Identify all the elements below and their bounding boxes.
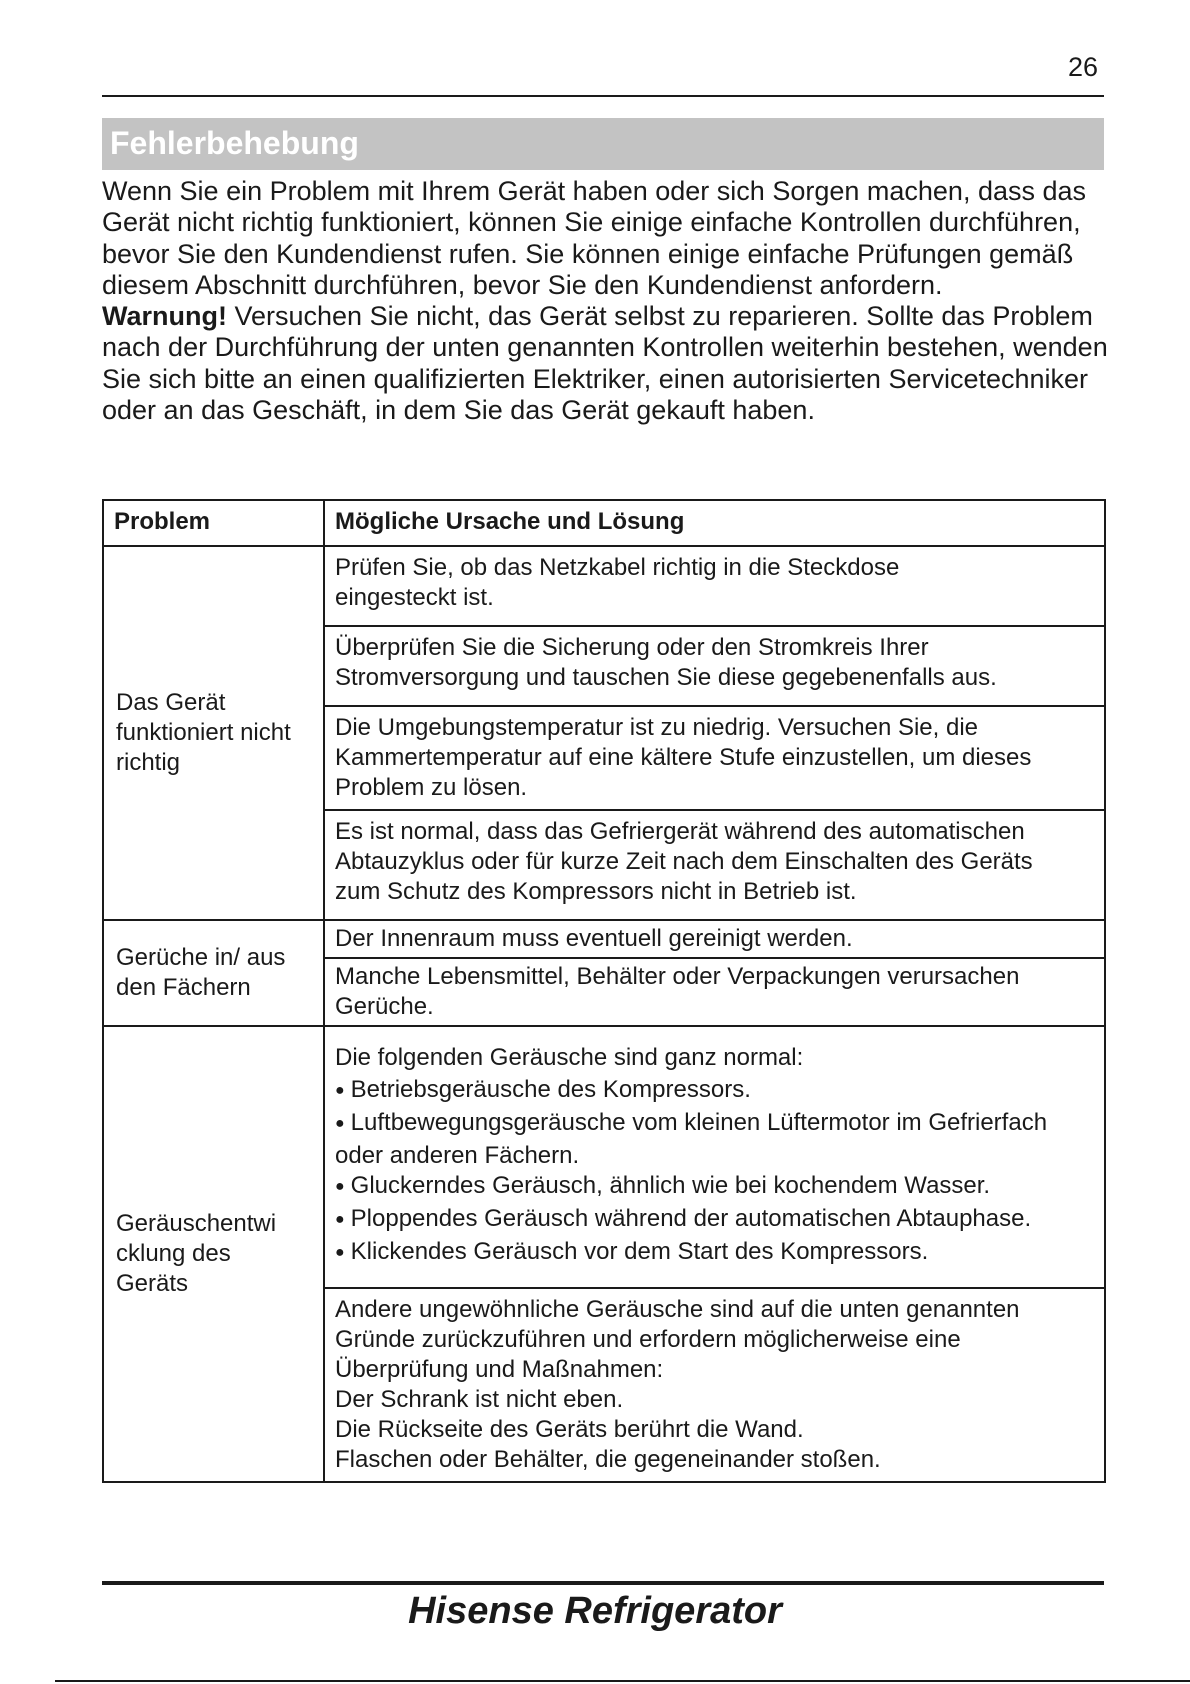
solution-cell xyxy=(324,706,1105,810)
warning-text: Versuchen Sie nicht, das Gerät selbst zu reparieren. Sollte das Problem nach der Durchführung der unten genannten Kontrollen weiterhin bestehen, wenden Sie sich bitte an einen qualifizierten Elektriker, einen autorisierten Servicetechniker oder an das Geschäft, in dem Sie das Gerät gekauft haben. xyxy=(102,301,1108,426)
list-item: ● Betriebsgeräusche des Kompressors. xyxy=(335,1075,1094,1108)
solution-cell xyxy=(324,626,1105,706)
section-header xyxy=(102,118,1104,170)
problem-cell xyxy=(103,1026,324,1482)
solution-text: Der Innenraum muss eventuell gereinigt werden. xyxy=(335,925,853,952)
table-row xyxy=(103,1026,1105,1288)
solution-cell xyxy=(324,920,1105,958)
problem-label: Gerüche in/ aus den Fächern xyxy=(116,944,286,1001)
solution-text: Andere ungewöhnliche Geräusche sind auf die unten genannten Gründe zurückzuführen und erfordern möglicherweise eine Überprüfung und Maßnahmen: Der Schrank ist nicht eben. Die Rückseite des Geräts berührt die Wand. Flaschen oder Behälter, die gegeneinander stoßen. xyxy=(335,1296,1020,1473)
problem-cell xyxy=(103,920,324,1026)
solution-cell xyxy=(324,546,1105,626)
page-number: 26 xyxy=(1067,52,1098,82)
header-problem: Problem xyxy=(103,500,324,546)
table-header-row xyxy=(103,500,1105,546)
problem-label: Das Gerät funktioniert nicht richtig xyxy=(116,689,291,776)
solution-text: Prüfen Sie, ob das Netzkabel richtig in die Steckdose eingesteckt ist. xyxy=(335,554,900,611)
normal-noises-intro: Die folgenden Geräusche sind ganz normal: xyxy=(335,1044,804,1071)
intro-paragraph: Wenn Sie ein Problem mit Ihrem Gerät haben oder sich Sorgen machen, dass das Gerät nicht richtig funktioniert, können Sie einige einfache Kontrollen durchführen, bevor Sie den Kundendienst rufen. Sie können einige einfache Prüfungen gemäß diesem Abschnitt durchführen, bevor Sie den Kundendienst anfordern. xyxy=(102,176,1087,300)
solution-cell xyxy=(324,810,1105,920)
list-item: ● Luftbewegungsgeräusche vom kleinen Lüftermotor im Gefrierfach oder anderen Fächern. xyxy=(335,1108,1094,1171)
problem-cell xyxy=(103,546,324,920)
solution-cell xyxy=(324,1288,1105,1482)
header-rule xyxy=(102,95,1104,97)
normal-noises-list xyxy=(335,1075,1094,1270)
solution-cell xyxy=(324,1026,1105,1288)
solution-text: Überprüfen Sie die Sicherung oder den Stromkreis Ihrer Stromversorgung und tauschen Sie diese gegebenenfalls aus. xyxy=(335,634,997,691)
solution-text: Es ist normal, dass das Gefriergerät während des automatischen Abtauzyklus oder für kurze Zeit nach dem Einschalten des Geräts zum Schutz des Kompressors nicht in Betrieb ist. xyxy=(335,818,1033,905)
page-bottom-rule xyxy=(55,1680,1190,1682)
solution-cell xyxy=(324,958,1105,1026)
section-title: Fehlerbehebung xyxy=(110,125,359,161)
warning-paragraph xyxy=(102,301,1112,426)
list-item: ● Klickendes Geräusch vor dem Start des Kompressors. xyxy=(335,1237,1094,1270)
table-row xyxy=(103,546,1105,626)
solution-text: Die Umgebungstemperatur ist zu niedrig. Versuchen Sie, die Kammertemperatur auf eine kältere Stufe einzustellen, um dieses Problem zu lösen. xyxy=(335,714,1032,801)
list-item: ● Ploppendes Geräusch während der automatischen Abtauphase. xyxy=(335,1204,1094,1237)
footer-rule xyxy=(102,1581,1104,1585)
list-item: ● Gluckerndes Geräusch, ähnlich wie bei kochendem Wasser. xyxy=(335,1171,1094,1204)
problem-label: Geräuschentwi cklung des Geräts xyxy=(116,1210,277,1297)
header-solution: Mögliche Ursache und Lösung xyxy=(324,500,1105,546)
brand-logo-text: Hisense Refrigerator xyxy=(408,1590,782,1632)
solution-text: Manche Lebensmittel, Behälter oder Verpackungen verursachen Gerüche. xyxy=(335,963,1020,1020)
troubleshooting-table xyxy=(102,499,1106,1483)
intro-text xyxy=(102,176,1112,426)
table-row xyxy=(103,920,1105,958)
warning-label: Warnung! xyxy=(102,301,227,332)
